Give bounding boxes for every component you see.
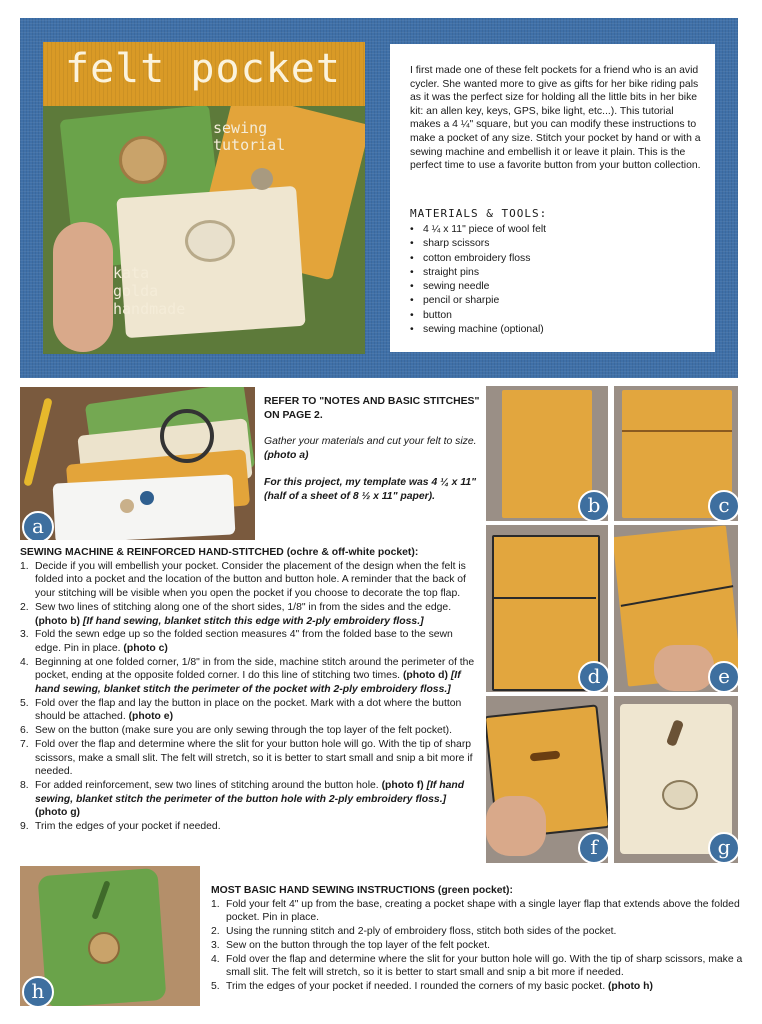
photo-badge-e: e [708, 661, 738, 692]
list-item: 4. Beginning at one folded corner, 1/8" in from the side, machine stitch around the perimeter of the pocket, ending at the opposite folded corner. I do this line of stitching two times. (photo d) [If hand sewing, blanket stitch the perimeter of the pocket with 2-ply embroidery floss.] [20, 656, 475, 696]
list-item: • sharp scissors [410, 237, 546, 251]
list-item: • pencil or sharpie [410, 294, 546, 308]
button-shape [119, 136, 167, 184]
gather-text: Gather your materials and cut your felt to size. (photo a) [264, 436, 477, 462]
hand-shape [53, 222, 113, 352]
photo-badge-a: a [22, 511, 54, 540]
photo-badge-h: h [22, 976, 54, 1006]
list-item: • 4 ¼ x 11" piece of wool felt [410, 223, 546, 237]
button-shape [185, 220, 235, 262]
photo-a [20, 387, 255, 540]
machine-section [20, 546, 480, 834]
intro-text: I first made one of these felt pockets for a friend who is an avid cycler. She wanted more to give as gifts for her bike riding pals as it was the perfect size for holding all the little bits in her bike kit: an allen key, keys, GPS, bike light, etc...). This tutorial makes a 4 ¼" square, but you can modify these instructions to make a pocket of any size. Stitch your pocket by hand or with a sewing machine and embellish it or leave it plain. This is the perfect time to use a favorite button from your button collection. [410, 65, 701, 172]
list-item: 1. Fold your felt 4" up from the base, creating a pocket shape with a single layer flap that extends above the folded pocket. Pin in place. [211, 898, 740, 924]
refer-heading: REFER TO "NOTES AND BASIC STITCHES" [264, 396, 480, 407]
hero-subtitle [213, 120, 285, 154]
list-item: 3. Sew on the button through the top layer of the felt pocket. [211, 939, 490, 951]
hand-steps [211, 898, 743, 994]
hand-shape [486, 796, 546, 856]
list-item: • cotton embroidery floss [410, 252, 546, 266]
list-item: 5. Fold over the flap and lay the button in place on the pocket. Mark with a dot where the button should be attached. (photo e) [20, 697, 462, 723]
materials-title: MATERIALS & TOOLS: [410, 207, 548, 220]
button-shape [662, 780, 698, 810]
hand-section [211, 884, 743, 994]
list-item: 8. For added reinforcement, sew two lines of stitching around the button hole. (photo f) [If hand sewing, blanket stitch the perimeter of the button hole with 2-ply embroidery floss.] (photo g) [20, 779, 465, 819]
list-item: • sewing needle [410, 280, 546, 294]
photo-f [486, 696, 608, 863]
photo-b [486, 386, 608, 521]
fold-line [622, 430, 732, 432]
photo-badge-f: f [578, 832, 608, 863]
refer-block [264, 395, 480, 503]
refer-heading-line2: ON PAGE 2. [264, 409, 323, 421]
photo-e [614, 525, 738, 692]
list-item: 6. Sew on the button (make sure you are only sewing through the top layer of the felt pocket). [20, 725, 453, 737]
list-item: 4. Fold over the flap and determine where the slit for your button hole will go. With the tip of sharp scissors, make a small slit. The felt will stretch, so it is better to start small and snip a bit more if needed. [211, 953, 743, 979]
list-item: • button [410, 309, 546, 323]
list-item: 2. Sew two lines of stitching along one of the short sides, 1/8" in from the sides and the edge. (photo b) [If hand sewing, blanket stitch this edge with 2-ply embroidery floss.] [20, 601, 452, 627]
subtitle-line: sewing [213, 119, 268, 137]
photo-badge-b: b [578, 490, 608, 521]
intro-card [390, 44, 715, 352]
template-text-line2: (half of a sheet of 8 ½ x 11" paper). [264, 490, 436, 502]
hero-photo [43, 42, 365, 354]
list-item: 1. Decide if you will embellish your pocket. Consider the placement of the design when the felt is folded into a pocket and the location of the button and button hole. A reminder that the back of your stitching will be visible when you open the pocket if you choose to decorate the top flap. [20, 560, 466, 600]
button-shape [88, 932, 120, 964]
section-heading: MOST BASIC HAND SEWING INSTRUCTIONS (green pocket): [211, 885, 513, 896]
machine-steps [20, 560, 480, 834]
hero-author [113, 264, 185, 318]
list-item: 9. Trim the edges of your pocket if needed. [20, 821, 221, 833]
fold-line [494, 597, 596, 599]
section-heading: SEWING MACHINE & REINFORCED HAND-STITCHED (ochre & off-white pocket): [20, 547, 419, 558]
scissors-shape [160, 409, 214, 463]
list-item: 3. Fold the sewn edge up so the folded section measures 4" from the folded base to the sewn edge. Pin in place. (photo c) [20, 629, 453, 654]
button-shape [251, 168, 273, 190]
list-item: • straight pins [410, 266, 546, 280]
photo-d [486, 525, 608, 692]
list-item: • sewing machine (optional) [410, 323, 546, 337]
page-title: felt pocket [65, 46, 341, 92]
materials-list [410, 223, 546, 337]
author-line: golda [113, 282, 159, 300]
title-bar [43, 42, 365, 106]
author-line: kata [113, 264, 150, 282]
list-item: 2. Using the running stitch and 2-ply of embroidery floss, stitch both sides of the pocket. [211, 926, 617, 938]
photo-badge-d: d [578, 661, 608, 692]
photo-g [614, 696, 738, 863]
list-item: 5. Trim the edges of your pocket if needed. I rounded the corners of my basic pocket. (photo h) [211, 980, 653, 992]
subtitle-line: tutorial [213, 136, 286, 154]
author-line: handmade [113, 300, 186, 318]
template-text: For this project, my template was 4 ¼ x 11" [264, 476, 477, 488]
hand-shape [654, 645, 714, 691]
button-shape [140, 491, 154, 505]
list-item: 7. Fold over the flap and determine where the slit for your button hole will go. With the tip of sharp scissors, make a small slit. The felt will stretch, so it is better to start small and snip a bit more if needed. [20, 738, 473, 778]
pencil-shape [23, 397, 53, 486]
photo-badge-c: c [708, 490, 738, 521]
photo-c [614, 386, 738, 521]
button-shape [120, 499, 134, 513]
photo-h [20, 866, 200, 1006]
paper-shape [53, 474, 236, 540]
photo-badge-g: g [708, 832, 738, 863]
